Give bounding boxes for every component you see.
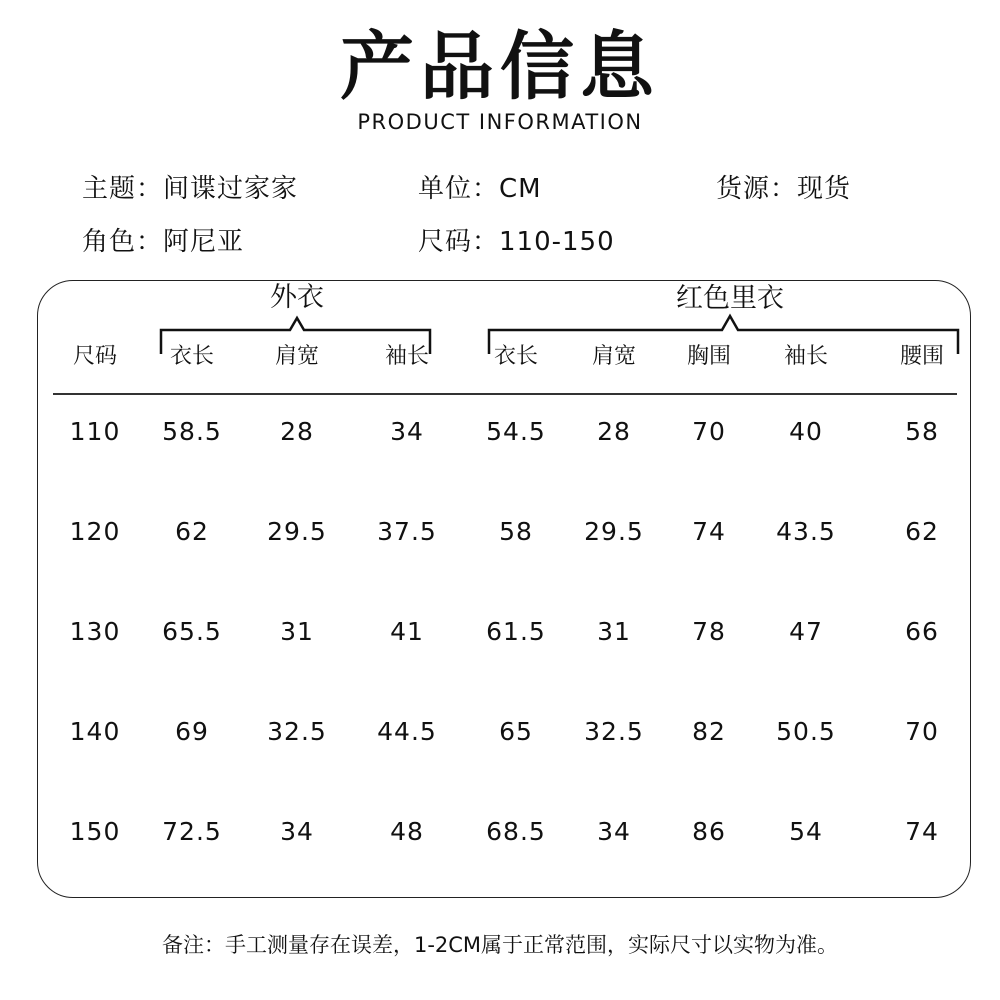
measurement-cell: 61.5 [486,617,546,646]
measurement-cell: 58 [905,417,939,446]
measurement-cell: 32.5 [267,717,327,746]
footnote: 备注：手工测量存在误差，1-2CM属于正常范围，实际尺寸以实物为准。 [161,933,839,957]
column-header: 衣长 [169,344,214,369]
size-cell: 110 [69,417,121,446]
measurement-cell: 50.5 [776,717,836,746]
measurement-cell: 68.5 [486,817,546,846]
column-header: 袖长 [384,344,429,369]
group-label-outer: 外衣 [270,282,324,313]
measurement-cell: 54 [789,817,823,846]
measurement-cell: 34 [597,817,631,846]
size-cell: 140 [69,717,121,746]
measurement-cell: 69 [175,717,209,746]
page-subtitle: PRODUCT INFORMATION [357,110,643,134]
info-role: 角色：阿尼亚 [82,227,245,257]
measurement-cell: 65 [499,717,533,746]
measurement-cell: 28 [280,417,314,446]
measurement-cell: 74 [905,817,939,846]
info-source: 货源：现货 [716,174,852,204]
measurement-cell: 66 [905,617,939,646]
measurement-cell: 29.5 [584,517,644,546]
measurement-cell: 72.5 [162,817,222,846]
measurement-cell: 40 [789,417,823,446]
size-cell: 120 [69,517,121,546]
info-size-range: 尺码：110-150 [418,227,615,257]
group-label-inner: 红色里衣 [676,283,784,314]
info-theme: 主题：间谍过家家 [82,174,299,204]
column-header: 衣长 [493,344,538,369]
table-header-divider [53,393,957,395]
column-header: 胸围 [686,344,731,369]
measurement-cell: 65.5 [162,617,222,646]
measurement-cell: 43.5 [776,517,836,546]
measurement-cell: 86 [692,817,726,846]
measurement-cell: 31 [280,617,314,646]
measurement-cell: 48 [390,817,424,846]
size-cell: 130 [69,617,121,646]
measurement-cell: 78 [692,617,726,646]
measurement-cell: 34 [280,817,314,846]
measurement-cell: 62 [905,517,939,546]
measurement-cell: 58 [499,517,533,546]
measurement-cell: 70 [905,717,939,746]
page-title: 产品信息 [340,24,660,110]
measurement-cell: 32.5 [584,717,644,746]
measurement-cell: 58.5 [162,417,222,446]
measurement-cell: 47 [789,617,823,646]
column-header: 腰围 [899,344,944,369]
column-header: 尺码 [72,344,117,369]
measurement-cell: 54.5 [486,417,546,446]
measurement-cell: 28 [597,417,631,446]
measurement-cell: 74 [692,517,726,546]
measurement-cell: 62 [175,517,209,546]
column-header: 袖长 [783,344,828,369]
measurement-cell: 31 [597,617,631,646]
size-cell: 150 [69,817,121,846]
measurement-cell: 34 [390,417,424,446]
measurement-cell: 70 [692,417,726,446]
column-header: 肩宽 [591,344,636,369]
measurement-cell: 29.5 [267,517,327,546]
measurement-cell: 41 [390,617,424,646]
measurement-cell: 44.5 [377,717,437,746]
info-unit: 单位：CM [418,174,542,204]
measurement-cell: 82 [692,717,726,746]
measurement-cell: 37.5 [377,517,437,546]
column-header: 肩宽 [274,344,319,369]
